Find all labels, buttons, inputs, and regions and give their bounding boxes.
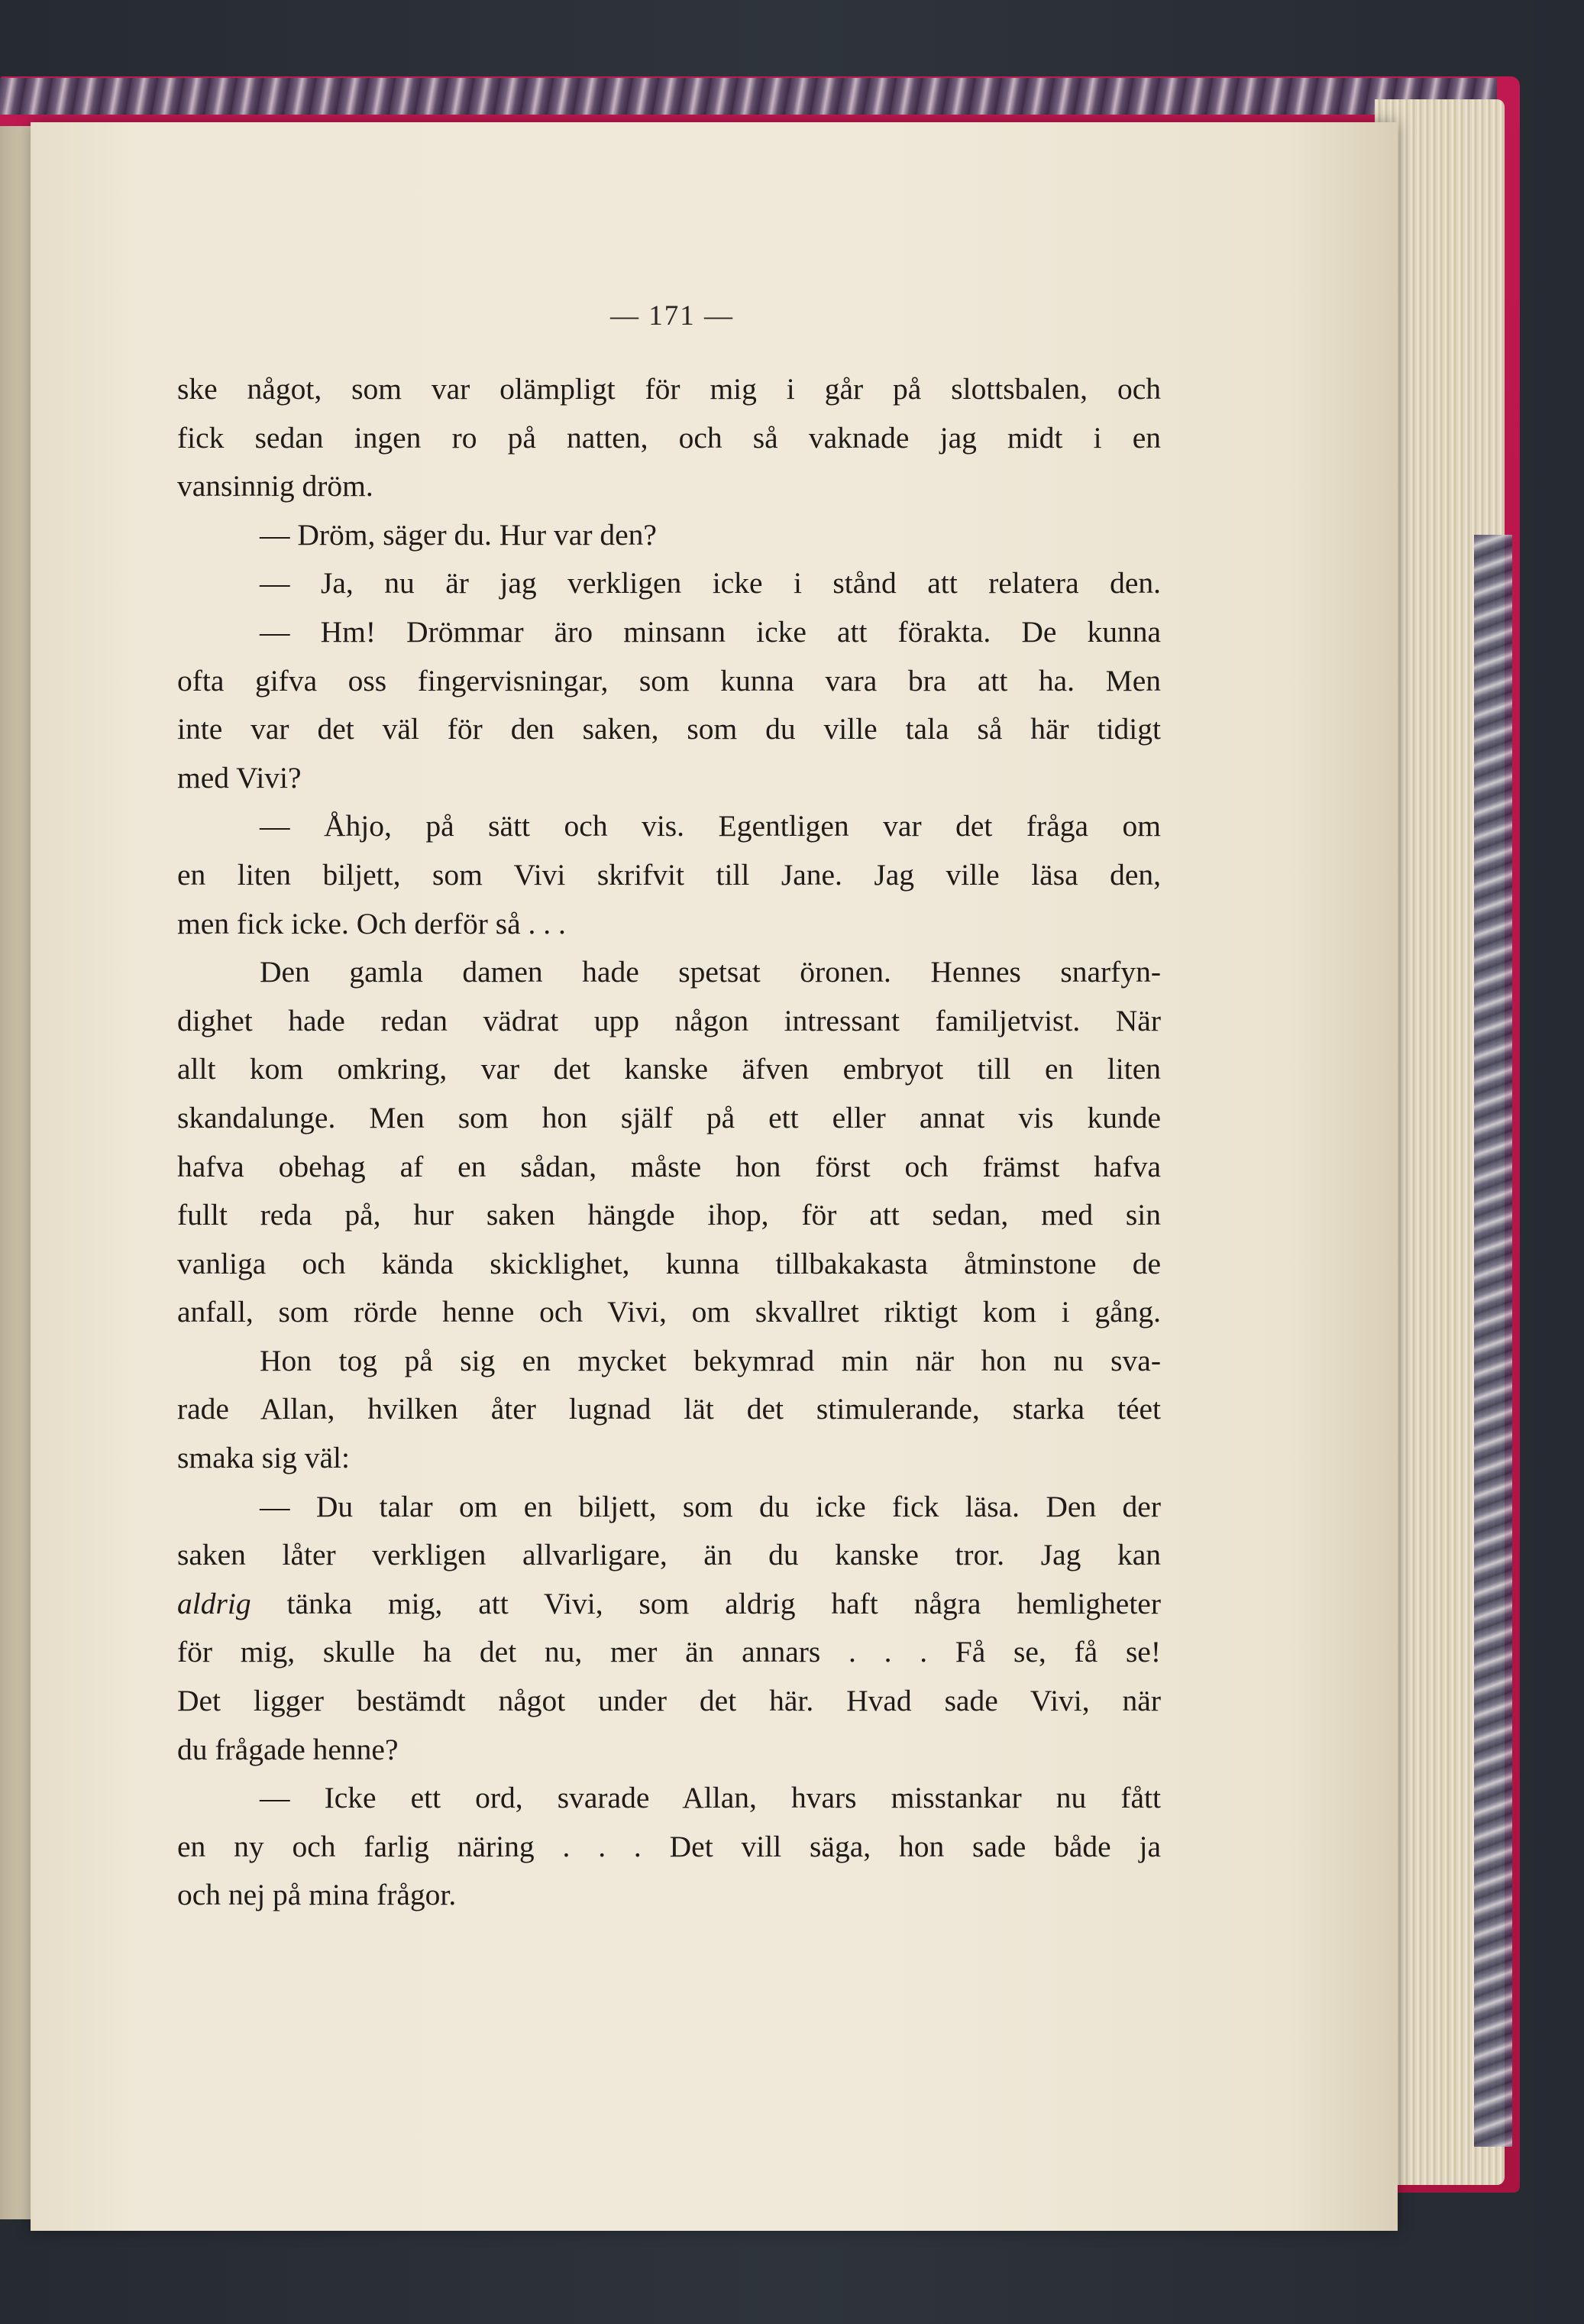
text-line: för mig, skulle ha det nu, mer än annars . . . Få se, få se! — [177, 1635, 1161, 1669]
text-line: inte var det väl för den saken, som du ville tala så här tidigt — [177, 712, 1161, 746]
text-line: smaka sig väl: — [177, 1441, 350, 1475]
text-line: Hon tog på sig en mycket bekymrad min när hon nu sva- — [260, 1343, 1161, 1377]
marbled-edge-top — [0, 78, 1497, 115]
text-line: skandalunge. Men som hon själf på ett eller annat vis kunde — [177, 1100, 1161, 1134]
text-line: en ny och farlig näring . . . Det vill säga, hon sade både ja — [177, 1829, 1161, 1863]
text-line: aldrig tänka mig, att Vivi, som aldrig haft några hemligheter — [177, 1586, 1161, 1620]
text-line: ske något, som var olämpligt för mig i går på slottsbalen, och — [177, 372, 1161, 406]
text-line: rade Allan, hvilken åter lugnad lät det stimulerande, starka téet — [177, 1392, 1161, 1426]
body-text — [177, 365, 1161, 1920]
text-line: fullt reda på, hur saken hängde ihop, för att sedan, med sin — [177, 1198, 1161, 1232]
text-line: och nej på mina frågor. — [177, 1878, 457, 1912]
text-line: med Vivi? — [177, 760, 302, 795]
text-line: allt kom omkring, var det kanske äfven embryot till en liten — [177, 1052, 1161, 1086]
text-line: dighet hade redan vädrat upp någon intressant familjetvist. När — [177, 1003, 1161, 1037]
text-line: vansinnig dröm. — [177, 469, 373, 503]
text-line: fick sedan ingen ro på natten, och så vaknade jag midt i en — [177, 420, 1161, 455]
text-line: du frågade henne? — [177, 1732, 399, 1766]
text-line: en liten biljett, som Vivi skrifvit till Jane. Jag ville läsa den, — [177, 857, 1161, 892]
text-line: — Åhjo, på sätt och vis. Egentligen var det fråga om — [260, 809, 1161, 843]
text-line: hafva obehag af en sådan, måste hon först och främst hafva — [177, 1149, 1161, 1183]
text-line: vanliga och kända skicklighet, kunna tillbakakasta åtminstone de — [177, 1246, 1161, 1280]
text-line: — Ja, nu är jag verkligen icke i stånd att relatera den. — [260, 566, 1161, 600]
text-line: anfall, som rörde henne och Vivi, om skvallret riktigt kom i gång. — [177, 1295, 1161, 1329]
text-line: — Dröm, säger du. Hur var den? — [260, 517, 657, 552]
text-line: men fick icke. Och derför så . . . — [177, 906, 566, 940]
text-line: ofta gifva oss fingervisningar, som kunna vara bra att ha. Men — [177, 663, 1161, 698]
text-line: Den gamla damen hade spetsat öronen. Hennes snarfyn- — [260, 955, 1161, 989]
text-line: — Hm! Drömmar äro minsann icke att förakta. De kunna — [260, 614, 1161, 649]
text-line: — Icke ett ord, svarade Allan, hvars misstankar nu fått — [260, 1781, 1161, 1815]
marbled-edge-right — [1474, 535, 1512, 2147]
page-number: — 171 — — [610, 300, 734, 332]
text-line: Det ligger bestämdt något under det här. Hvad sade Vivi, när — [177, 1684, 1161, 1718]
text-line: saken låter verkligen allvarligare, än du kanske tror. Jag kan — [177, 1538, 1161, 1572]
text-line: — Du talar om en biljett, som du icke fick läsa. Den der — [260, 1489, 1161, 1523]
